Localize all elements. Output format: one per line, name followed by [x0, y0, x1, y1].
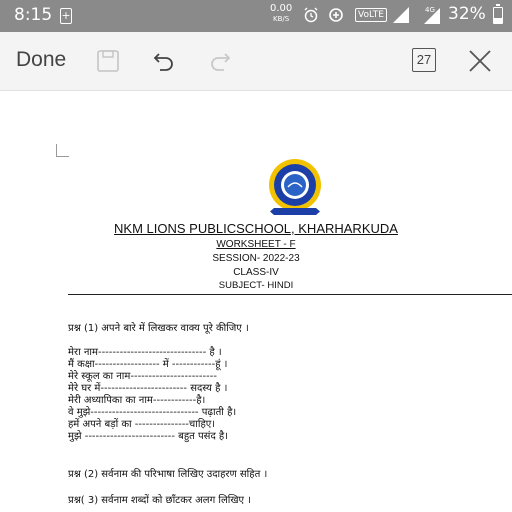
network-speed [270, 4, 292, 24]
signal-icon [393, 7, 409, 23]
header-divider [68, 294, 512, 295]
redo-icon[interactable] [203, 44, 237, 78]
worksheet-line: मेरे घर में------------------------ सदस्य है । [68, 383, 228, 394]
worksheet-line: मेरा नाम------------------------------ है । [68, 347, 222, 358]
worksheet-line: हमें अपने बड़ों का ---------------चाहिए। [68, 419, 216, 430]
battery-percent: 32% [448, 4, 486, 24]
network-speed-value: 0.00 [270, 3, 293, 14]
close-icon[interactable] [463, 44, 497, 78]
worksheet-line: मैं कक्षा------------------ में ------------हूं । [68, 359, 228, 370]
worksheet-line: मेरे स्कूल का नाम------------------------ [68, 371, 217, 382]
status-bar [0, 0, 512, 32]
session-text: SESSION- 2022-23 [212, 253, 300, 264]
status-time: 8:15 [14, 5, 53, 25]
done-button[interactable]: Done [16, 48, 67, 71]
subject-text: SUBJECT- HINDI [218, 280, 294, 291]
school-logo [262, 155, 328, 221]
worksheet-title: WORKSHEET - F [216, 239, 296, 250]
alarm-icon [303, 7, 319, 27]
question-3: प्रश्न( 3) सर्वनाम शब्दों को छाँटकर अलग लिखिए । [68, 495, 252, 506]
network-speed-unit: KB/S [273, 15, 290, 23]
worksheet-line: वे मुझे------------------------------ पढ़ाती है। [68, 407, 237, 418]
page-count-button[interactable]: 27 [412, 48, 436, 72]
question-1: प्रश्न (1) अपने बारे में लिखकर वाक्य पूरे कीजिए । [68, 323, 249, 334]
crop-mark [56, 144, 69, 157]
volte-badge: VoLTE [355, 8, 387, 22]
battery-icon [493, 7, 503, 24]
data-saver-icon [328, 7, 344, 27]
undo-icon[interactable] [147, 44, 181, 78]
question-2: प्रश्न (2) सर्वनाम की परिभाषा लिखिए उदाहरण सहित । [68, 469, 268, 480]
worksheet-line: मेरी अध्यापिका का नाम------------है। [68, 395, 206, 406]
document-page[interactable] [0, 91, 512, 512]
school-name: NKM LIONS PUBLICSCHOOL, KHARHARKUDA [114, 221, 398, 236]
signal-icon-2 [424, 8, 440, 24]
notification-plus-icon: + [61, 9, 71, 22]
network-type: 4G [425, 6, 435, 14]
worksheet-line: मुझे ------------------------- बहुत पसंद है। [68, 431, 229, 442]
class-text: CLASS-IV [233, 267, 279, 278]
editor-toolbar [0, 32, 512, 91]
save-icon[interactable] [91, 44, 125, 78]
